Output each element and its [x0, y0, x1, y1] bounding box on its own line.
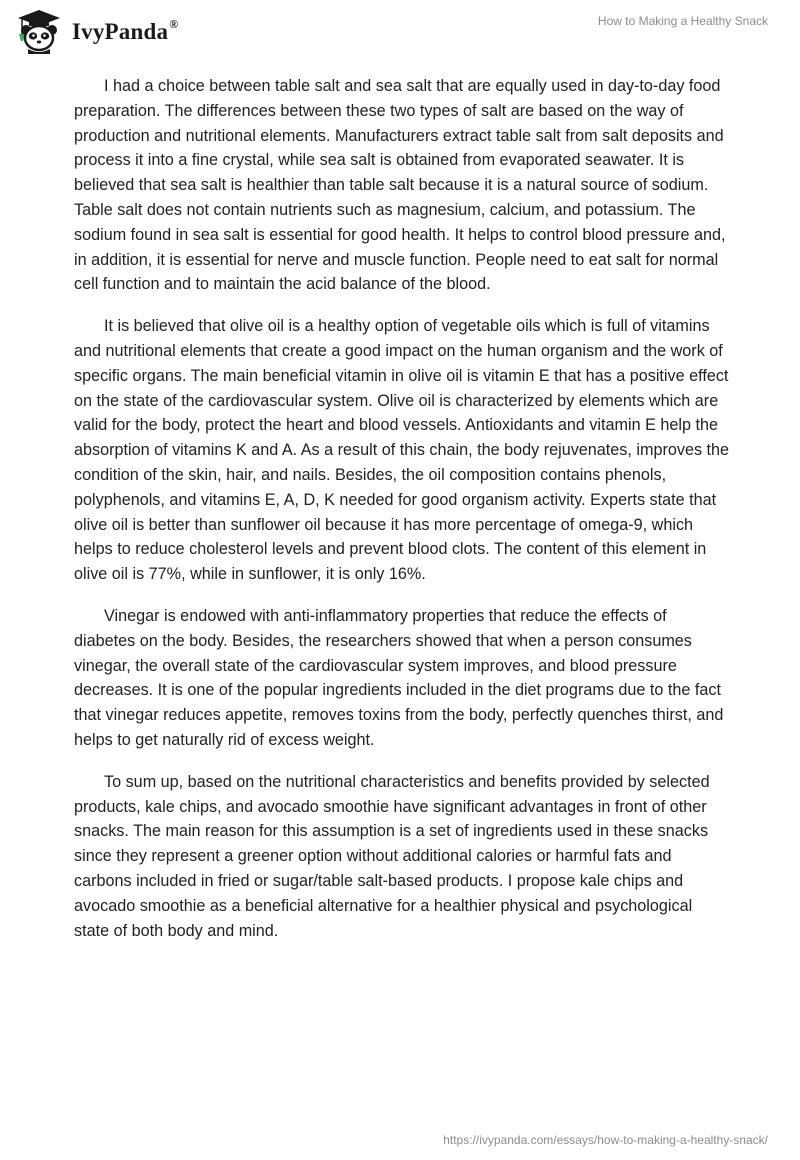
paragraph-conclusion: To sum up, based on the nutritional characteristics and benefits provided by selected products, kale chips, and avocado smoothie have significant advantages in front of other snacks. The main reason for this assumption is a set of ingredients used in these snacks since they represent a greener option without additional calories or harmful fats and carbons included in fried or sugar/table salt-based products. I propose kale chips and avocado smoothie as a beneficial alternative for a healthier physical and psychological state of both body and mind.: [74, 772, 710, 940]
brand-name: [72, 19, 178, 45]
registered-mark: ®: [169, 17, 179, 31]
panda-graduate-icon: [14, 8, 64, 54]
brand-logo[interactable]: [14, 8, 178, 54]
paragraph-vinegar: Vinegar is endowed with anti-inflammatory properties that reduce the effects of diabetes on the body. Besides, the researchers showed that when a person consumes vinegar, the overall state of the cardiovascular system improves, and blood pressure decreases. It is one of the popular ingredients included in the diet programs due to the fact that vinegar reduces appetite, removes toxins from the body, perfectly quenches thirst, and helps to get naturally rid of excess weight.: [74, 606, 724, 749]
brand-label: IvyPanda: [72, 19, 169, 44]
paragraph-table-salt: I had a choice between table salt and sea salt that are equally used in day-to-day food preparation. The differences between these two types of salt are based on the way of production and nutritional elements. Manufacturers extract table salt from salt deposits and process it into a fine crystal, while sea salt is obtained from evaporated seawater. It is believed that sea salt is healthier than table salt because it is a natural source of sodium. Table salt does not contain nutrients such as magnesium, calcium, and potassium. The sodium found in sea salt is essential for good health. It helps to control blood pressure and, in addition, it is essential for nerve and muscle function. People need to eat salt for normal cell function and to maintain the acid balance of the blood.: [74, 77, 726, 294]
page-header: [0, 0, 800, 60]
paragraph-olive-oil: It is believed that olive oil is a healthy option of vegetable oils which is full of vitamins and nutritional elements that create a good impact on the human organism and the work of specific organs. The main beneficial vitamin in olive oil is vitamin E that has a positive effect on the state of the cardiovascular system. Olive oil is characterized by elements which are valid for the body, protect the heart and blood vessels. Antioxidants and vitamin E help the absorption of vitamins K and A. As a result of this chain, the body rejuvenates, improves the condition of the skin, hair, and nails. Besides, the oil composition contains phenols, polyphenols, and vitamins E, A, D, K needed for good organism activity. Experts state that olive oil is better than sunflower oil because it has more percentage of omega-9, which helps to reduce cholesterol levels and prevent blood clots. The content of this element in olive oil is 77%, while in sunflower, it is only 16%.: [74, 317, 730, 584]
document-title: How to Making a Healthy Snack: [597, 14, 768, 28]
essay-body: [74, 74, 730, 960]
source-url[interactable]: https://ivypanda.com/essays/how-to-making-a-healthy-snack/: [443, 1133, 768, 1147]
